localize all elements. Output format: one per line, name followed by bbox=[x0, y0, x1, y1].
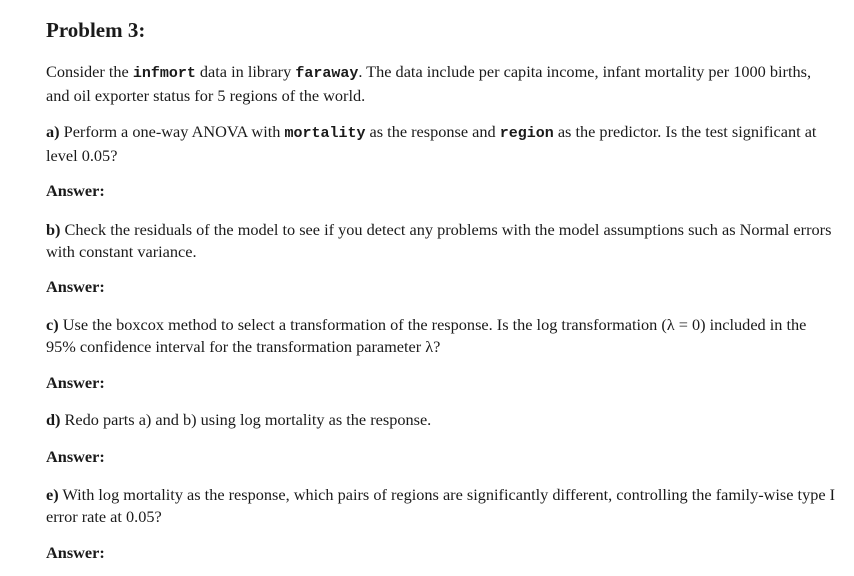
part-a-answer-label: Answer: bbox=[46, 181, 105, 200]
part-a-code-mortality: mortality bbox=[284, 125, 366, 142]
part-e-text: With log mortality as the response, which pairs of regions are significantly different, controlling the family-wise type I error rate at 0.05? bbox=[46, 485, 836, 526]
intro-text-1: Consider the bbox=[46, 62, 133, 81]
part-e-label: e) bbox=[46, 485, 59, 504]
part-a-question bbox=[46, 121, 836, 167]
part-d-text: Redo parts a) and b) using log mortality as the response. bbox=[60, 410, 432, 429]
part-c-label: c) bbox=[46, 315, 59, 334]
part-e-question bbox=[46, 484, 836, 528]
part-a-label: a) bbox=[46, 122, 60, 141]
intro-text-2: data in library bbox=[195, 62, 296, 81]
part-b-label: b) bbox=[46, 220, 61, 239]
part-a-text-1: Perform a one-way ANOVA with bbox=[59, 122, 285, 141]
part-a-text-2: as the response and bbox=[365, 122, 500, 141]
problem-title: Problem 3: bbox=[46, 18, 146, 42]
part-d-label: d) bbox=[46, 410, 61, 429]
intro-code-infmort: infmort bbox=[132, 65, 196, 82]
part-d-answer-label: Answer: bbox=[46, 447, 105, 466]
part-e-answer-label: Answer: bbox=[46, 543, 105, 562]
intro-paragraph bbox=[46, 61, 836, 107]
part-b-answer-label: Answer: bbox=[46, 277, 105, 296]
part-b-question bbox=[46, 219, 836, 263]
part-d-question bbox=[46, 409, 836, 431]
part-c-answer-label: Answer: bbox=[46, 373, 105, 392]
part-b-text: Check the residuals of the model to see if you detect any problems with the model assumptions such as Normal errors with constant variance. bbox=[46, 220, 832, 261]
part-a-code-region: region bbox=[499, 125, 554, 142]
part-c-question bbox=[46, 314, 836, 358]
intro-text-3: . The data include per capita income, infant mortality per 1000 births, and oil exporter status for 5 regions of the world. bbox=[46, 62, 812, 105]
part-a-text-3: as the predictor. Is the test significant at level 0.05? bbox=[46, 122, 817, 165]
intro-code-faraway: faraway bbox=[295, 65, 359, 82]
part-c-text: Use the boxcox method to select a transformation of the response. Is the log transformation (λ = 0) included in the 95% confidence interval for the transformation parameter λ? bbox=[46, 315, 807, 356]
